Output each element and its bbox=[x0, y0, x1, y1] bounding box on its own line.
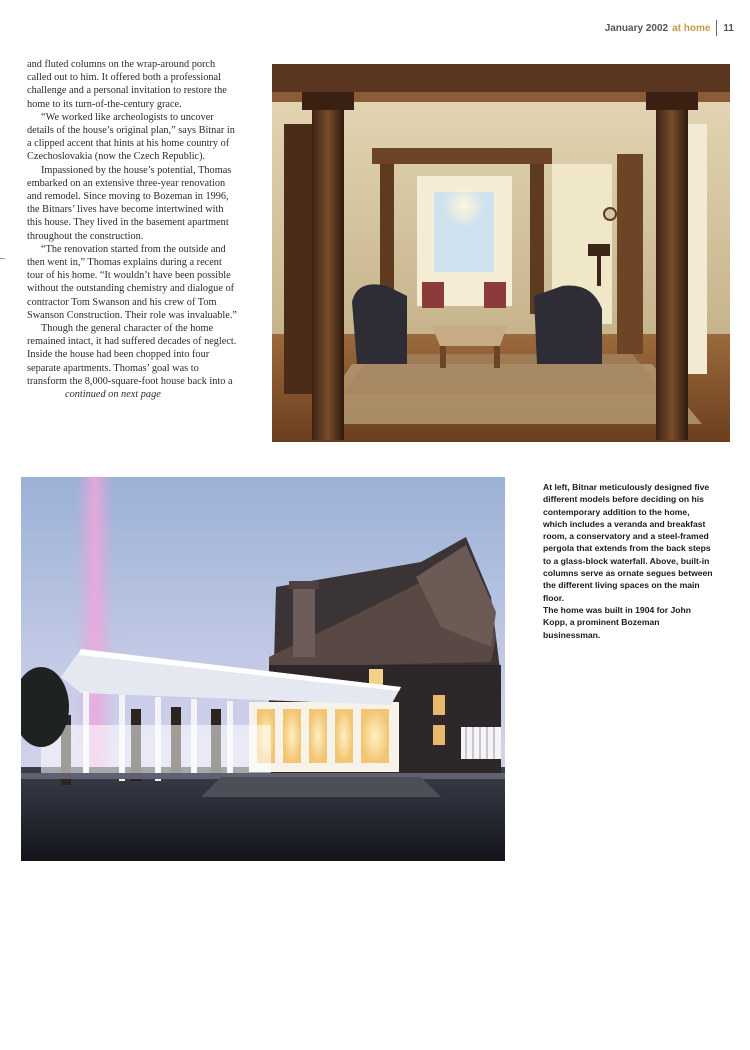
exterior-photo-illustration bbox=[21, 477, 505, 861]
interior-photo-illustration bbox=[272, 64, 730, 442]
photo-caption bbox=[543, 481, 713, 641]
page-number: 11 bbox=[723, 22, 734, 34]
article-paragraph: Impassioned by the house’s potential, Thomas embarked on an extensive three-year renovation and remodel. Since moving to Bozeman in 1996, the Bitnars’ lives have become intertwined with this house. They lived in the basement apartment throughout the construction. bbox=[27, 164, 232, 242]
article-paragraph: and fluted columns on the wrap-around porch called out to him. It offered both a professional challenge and a personal invitation to restore the home to its turn-of-the-century grace. bbox=[27, 59, 227, 110]
article-paragraph: “We worked like archeologists to uncover details of the house’s original plan,” says Bitnar in a clipped accent that hints at his home country of Czechoslovakia (now the Czech Republic). bbox=[27, 111, 235, 163]
magazine-brand: at home bbox=[672, 22, 711, 34]
interior-photo bbox=[272, 64, 730, 442]
issue-date: January 2002 bbox=[604, 22, 669, 34]
exterior-photo bbox=[21, 477, 505, 861]
caption-text: At left, Bitnar meticulously designed five different models before deciding on his contemporary addition to the home, which includes a veranda and breakfast room, a conservatory and a steel-framed pergola that extends from the back steps to a glass-block waterfall. Above, built-in columns serve as ornate segues between the different living spaces on the main floor. bbox=[543, 482, 713, 603]
margin-mark bbox=[0, 258, 5, 259]
article-paragraph: “The renovation started from the outside and then went in,” Thomas explains during a recent tour of his home. “It wouldn’t have been possible without the outstanding chemistry and dialogue of contractor Tom Swanson and his crew of Tom Swanson Construction. Their role was invaluable.” bbox=[27, 243, 237, 321]
caption-credit: The home was built in 1904 for John Kopp, a prominent Bozeman businessman. bbox=[543, 604, 692, 640]
page-folio bbox=[605, 20, 734, 36]
article-paragraph bbox=[27, 322, 240, 401]
article-paragraph-text: Though the general character of the home remained intact, it had suffered decades of neglect. Inside the house had been chopped into four separate apartments. Thomas’ goal was to transform the 8,000-square-foot house back into a bbox=[27, 323, 237, 387]
continued-note: continued on next page bbox=[65, 389, 161, 401]
folio-divider bbox=[716, 20, 717, 36]
article-column bbox=[27, 58, 240, 401]
